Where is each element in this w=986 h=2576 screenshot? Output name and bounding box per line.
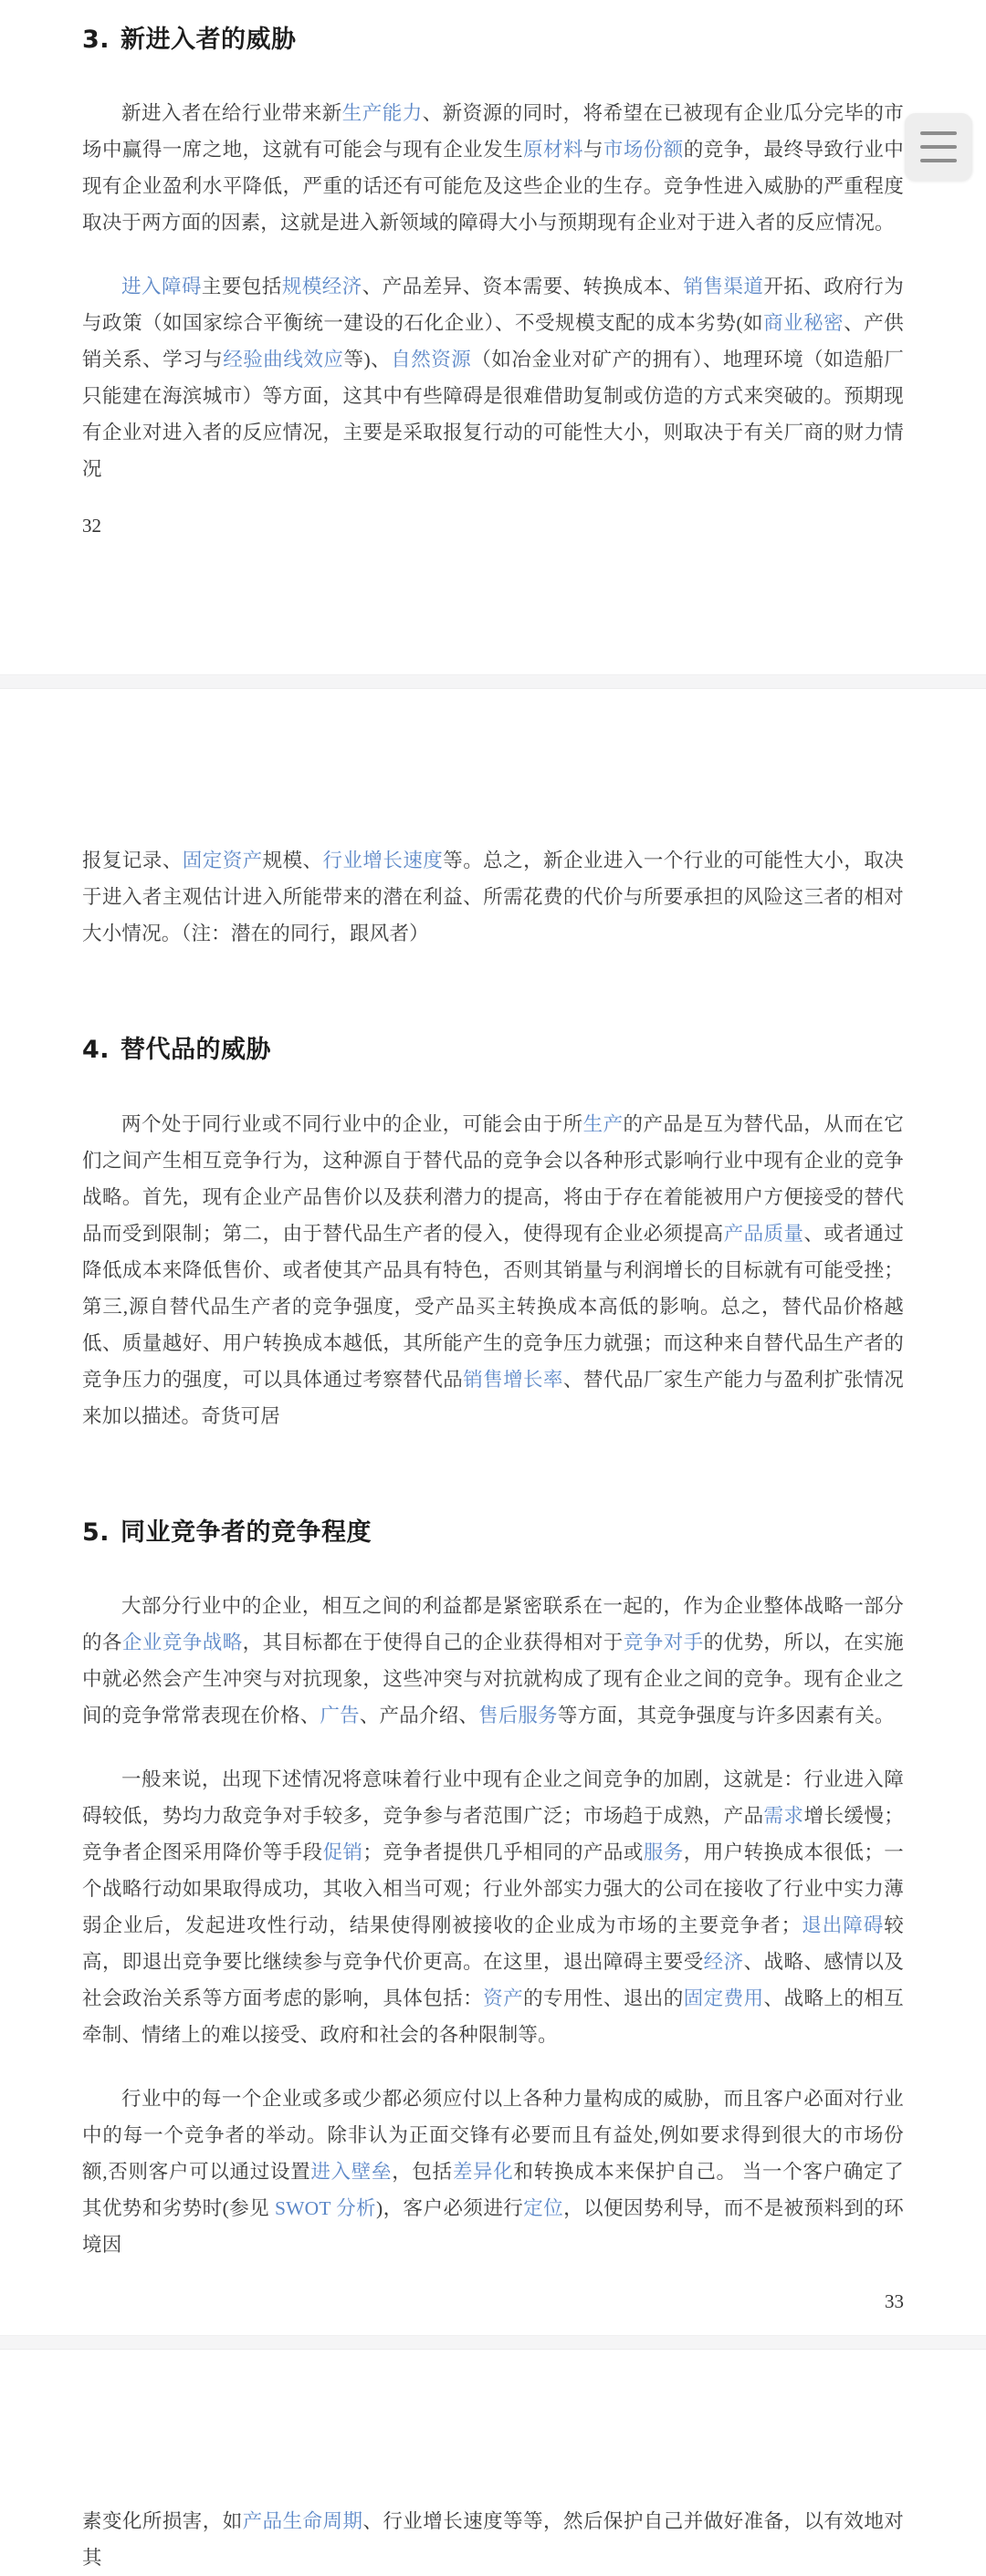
inline-link[interactable]: 生产 xyxy=(582,1112,624,1135)
paragraph-next-page-continued xyxy=(82,2503,904,2576)
inline-link[interactable]: 经验曲线效应 xyxy=(223,349,344,371)
section-title: 同业竞争者的竞争程度 xyxy=(121,1517,372,1547)
inline-link[interactable]: 差异化 xyxy=(452,2161,514,2184)
inline-link[interactable]: 规模经济 xyxy=(281,276,362,298)
hamburger-bar-middle xyxy=(920,145,957,149)
text-run: 与 xyxy=(582,139,603,162)
inline-link[interactable]: 进入壁垒 xyxy=(310,2161,393,2184)
text-run: 、或者通过降低成本来降低售价、或者使其产品具有特色，否则其销量与利润增长的目标就有可能受挫；第三,源自替代品生产者的竞争强度，受产品买主转换成本高低的影响。总之，替代品价格越低、质量越好、用户转换成本越低，其所能产生的竞争压力就强；而这种来自替代品生产者的竞争压力的强度，可以具体通过考察替代品 xyxy=(82,1222,904,1391)
text-run: ，其目标都在于使得自己的企业获得相对于 xyxy=(242,1632,624,1654)
page-separator xyxy=(0,674,986,689)
inline-link[interactable]: 固定资产 xyxy=(182,850,263,872)
text-run: ，用户转换成本很低；一个战略行动如果取得成功，其收入相当可观；行业外部实力强大的公司在接收了行业中实力薄弱企业后，发起进攻性行动，结果使得刚被接收的企业成为市场的主要竞争者； xyxy=(82,1841,905,1937)
inline-link[interactable]: 定位 xyxy=(523,2197,564,2220)
text-run: 、战略上的相互牵制、情绪上的难以接受、政府和社会的各种限制等。 xyxy=(82,1987,904,2047)
text-run: 的专用性、退出的 xyxy=(523,1987,684,2010)
inline-link[interactable]: 退出障碍 xyxy=(801,1914,885,1937)
inline-link[interactable]: 产品生命周期 xyxy=(242,2510,363,2533)
inline-link[interactable]: 生产能力 xyxy=(341,102,423,125)
hamburger-bar-bottom xyxy=(920,159,957,162)
text-run: 的产品是互为替代品，从而在它们之间产生相互竞争行为，这种源自于替代品的竞争会以各种形式影响行业中现有企业的竞争战略。首先，现有企业产品售价以及获利潜力的提高，将由于存在着能被用户方便接受的替代品而受到限制；第二，由于替代品生产者的侵入，使得现有企业必须提高 xyxy=(82,1112,904,1245)
text-run: 大部分行业中的企业，相互之间的利益都是紧密联系在一起的，作为企业整体战略一部分的各 xyxy=(82,1595,904,1654)
inline-link[interactable]: 商业秘密 xyxy=(763,312,844,335)
text-run: 开拓、政府行为与政策（如国家综合平衡统一建设的石化企业）、不受规模支配的成本劣势(如 xyxy=(82,276,904,335)
inline-link[interactable]: 需求 xyxy=(763,1805,804,1828)
text-run: )，客户必须进行 xyxy=(376,2197,524,2220)
text-run: 新进入者在给行业带来新 xyxy=(121,102,342,125)
inline-link[interactable]: 自然资源 xyxy=(391,349,472,371)
text-run: 报复记录、 xyxy=(82,850,183,872)
inline-link[interactable]: 促销 xyxy=(322,1841,363,1864)
inline-link[interactable]: 广告 xyxy=(320,1705,360,1727)
text-run: 、战略、感情以及社会政治关系等方面考虑的影响，具体包括： xyxy=(82,1951,904,2010)
paragraph-new-entrants-intro xyxy=(82,95,904,241)
inline-link[interactable]: 产品质量 xyxy=(723,1222,804,1245)
paragraph-rivalry-intro xyxy=(82,1588,904,1734)
inline-link[interactable]: 销售渠道 xyxy=(683,276,764,298)
inline-link[interactable]: 市场份额 xyxy=(603,139,684,162)
page-number: 33 xyxy=(885,2290,904,2313)
inline-link[interactable]: 进入障碍 xyxy=(121,276,202,298)
page-separator xyxy=(0,2335,986,2350)
text-run: 主要包括 xyxy=(201,276,282,298)
inline-link[interactable]: 经济 xyxy=(703,1951,744,1974)
section-number: 4. xyxy=(82,1036,110,1065)
inline-link[interactable]: 销售增长率 xyxy=(463,1368,563,1391)
hamburger-menu-button[interactable] xyxy=(905,113,972,181)
text-run: 的优势，所以，在实施中就必然会产生冲突与对抗现象，这些冲突与对抗就构成了现有企业之间的竞争。现有企业之间的竞争常常表现在价格、 xyxy=(82,1632,904,1727)
paragraph-rivalry-conditions xyxy=(82,1761,904,2053)
inline-link[interactable]: 售后服务 xyxy=(478,1705,558,1727)
section-heading xyxy=(82,24,904,57)
text-run: 两个处于同行业或不同行业中的企业，可能会由于所 xyxy=(121,1112,583,1135)
section-number: 3. xyxy=(82,26,110,54)
document-page xyxy=(0,2350,986,2576)
text-run: 等方面，其竞争强度与许多因素有关。 xyxy=(557,1705,895,1727)
text-run: 素变化所损害，如 xyxy=(82,2510,243,2533)
inline-link[interactable]: 服务 xyxy=(643,1841,684,1864)
inline-link[interactable]: 行业增长速度 xyxy=(322,850,444,872)
section-heading xyxy=(82,1034,904,1067)
section-heading xyxy=(82,1517,904,1549)
inline-link[interactable]: 资产 xyxy=(483,1987,524,2010)
paragraph-customer-positioning xyxy=(82,2081,904,2263)
inline-link[interactable]: 竞争对手 xyxy=(623,1632,704,1654)
text-run: 、产供销关系、学习与 xyxy=(82,312,904,371)
text-run: 、新资源的同时，将希望在已被现有企业瓜分完毕的市场中赢得一席之地，这就有可能会与现有企业发生 xyxy=(82,102,904,162)
hamburger-bar-top xyxy=(920,131,957,135)
inline-link[interactable]: 原材料 xyxy=(523,139,583,162)
document-page xyxy=(0,689,986,2335)
text-run: 一般来说，出现下述情况将意味着行业中现有企业之间竞争的加剧，这就是：行业进入障碍较低，势均力敌竞争对手较多，竞争参与者范围广泛；市场趋于成熟，产品 xyxy=(82,1768,904,1828)
vertical-spacer xyxy=(82,979,904,1034)
text-run: 行业中的每一个企业或多或少都必须应付以上各种力量构成的威胁，而且客户必面对行业中的每一个竞争者的举动。除非认为正面交锋有必要而且有益处,例如要求得到很大的市场份额,否则客户可以通过设置 xyxy=(82,2088,904,2184)
text-run: ，包括 xyxy=(392,2161,453,2184)
section-title: 替代品的威胁 xyxy=(121,1036,272,1065)
paragraph-entry-barriers xyxy=(82,268,904,487)
text-run: 规模、 xyxy=(262,850,323,872)
text-run: 等)、 xyxy=(343,349,392,371)
section-title: 新进入者的威胁 xyxy=(121,26,297,54)
text-run: 和转换成本来保护自己。 当一个客户确定了其优势和劣势时(参见 xyxy=(82,2161,904,2220)
text-run: 增长缓慢；竞争者企图采用降价等手段 xyxy=(82,1805,904,1864)
document-page xyxy=(0,0,986,674)
inline-link[interactable]: 企业竞争战略 xyxy=(121,1632,243,1654)
inline-link[interactable]: SWOT 分析 xyxy=(274,2197,376,2220)
text-run: 、产品介绍、 xyxy=(359,1705,479,1727)
inline-link[interactable]: 固定费用 xyxy=(683,1987,764,2010)
text-run: （如冶金业对矿产的拥有）、地理环境（如造船厂只能建在海滨城市）等方面，这其中有些障碍是很难借助复制或仿造的方式来突破的。预期现有企业对进入者的反应情况，主要是采取报复行动的可能性大小，则取决于有关厂商的财力情况 xyxy=(82,349,904,481)
text-run: ；竞争者提供几乎相同的产品或 xyxy=(362,1841,644,1864)
section-number: 5. xyxy=(82,1517,110,1547)
text-run: ，以便因势利导，而不是被预料到的环境因 xyxy=(82,2197,905,2257)
page-number: 32 xyxy=(82,515,101,537)
text-run: 等。总之，新企业进入一个行业的可能性大小，取决于进入者主观估计进入所能带来的潜在利益、所需花费的代价与所要承担的风险这三者的相对大小情况。（注：潜在的同行，跟风者） xyxy=(82,850,904,945)
text-run: 、产品差异、资本需要、转换成本、 xyxy=(362,276,684,298)
paragraph-substitutes xyxy=(82,1106,904,1434)
text-run: 、行业增长速度等等，然后保护自己并做好准备，以有效地对其 xyxy=(82,2510,905,2570)
paragraph-retaliation-continued xyxy=(82,842,904,952)
text-run: 较高，即退出竞争要比继续参与竞争代价更高。在这里，退出障碍主要受 xyxy=(82,1914,904,1974)
vertical-spacer xyxy=(82,1462,904,1517)
text-run: 、替代品厂家生产能力与盈利扩张情况来加以描述。奇货可居 xyxy=(82,1368,904,1427)
text-run: 的竞争，最终导致行业中现有企业盈利水平降低，严重的话还有可能危及这些企业的生存。竞争性进入威胁的严重程度取决于两方面的因素，这就是进入新领域的障碍大小与预期现有企业对于进入者的反应情况。 xyxy=(82,139,905,235)
